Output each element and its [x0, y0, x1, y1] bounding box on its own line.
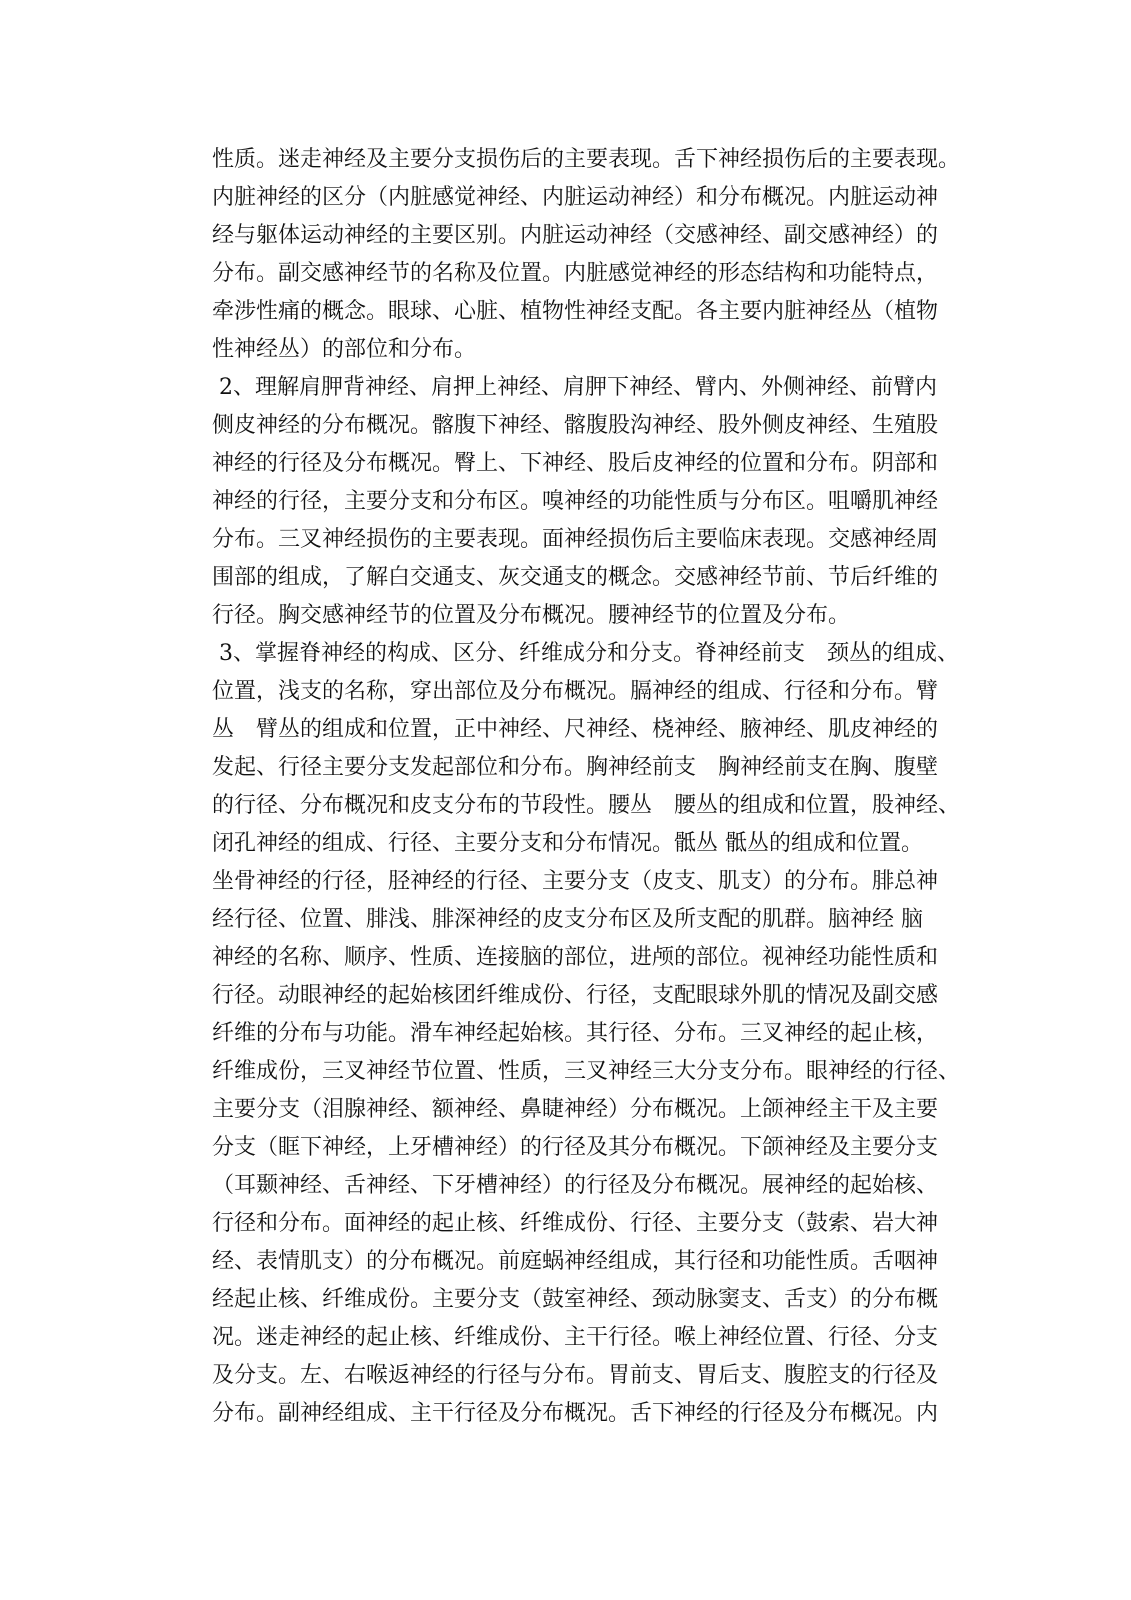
text-line: 丛 臂丛的组成和位置，正中神经、尺神经、桡神经、腋神经、肌皮神经的 [212, 717, 939, 742]
text-line: 发起、行径主要分支发起部位和分布。胸神经前支 胸神经前支在胸、腹壁 [212, 755, 939, 780]
text-line: 内脏神经的区分（内脏感觉神经、内脏运动神经）和分布概况。内脏运动神 [212, 185, 939, 210]
text-line: 纤维的分布与功能。滑车神经起始核。其行径、分布。三叉神经的起止核， [212, 1021, 939, 1046]
text-line: （耳颞神经、舌神经、下牙槽神经）的行径及分布概况。展神经的起始核、 [212, 1173, 939, 1198]
text-line: 经行径、位置、腓浅、腓深神经的皮支分布区及所支配的肌群。脑神经 脑 [212, 907, 923, 932]
text-line: 性质。迷走神经及主要分支损伤后的主要表现。舌下神经损伤后的主要表现。 [212, 147, 961, 172]
text-line: 神经的行径及分布概况。臀上、下神经、股后皮神经的位置和分布。阴部和 [212, 451, 939, 476]
text-line: 神经的行径，主要分支和分布区。嗅神经的功能性质与分布区。咀嚼肌神经 [212, 489, 939, 514]
text-line: 纤维成份，三叉神经节位置、性质，三叉神经三大分支分布。眼神经的行径、 [212, 1059, 961, 1084]
text-line: 经与躯体运动神经的主要区别。内脏运动神经（交感神经、副交感神经）的 [212, 223, 939, 248]
text-line: 位置，浅支的名称，穿出部位及分布概况。膈神经的组成、行径和分布。臂 [212, 679, 939, 704]
text-line: 分布。副交感神经节的名称及位置。内脏感觉神经的形态结构和功能特点， [212, 261, 939, 286]
text-line: 况。迷走神经的起止核、纤维成份、主干行径。喉上神经位置、行径、分支 [212, 1325, 939, 1350]
text-line: 经、表情肌支）的分布概况。前庭蜗神经组成，其行径和功能性质。舌咽神 [212, 1249, 939, 1274]
text-line: 行径。胸交感神经节的位置及分布概况。腰神经节的位置及分布。 [212, 603, 851, 628]
text-line: 经起止核、纤维成份。主要分支（鼓室神经、颈动脉窦支、舌支）的分布概 [212, 1287, 939, 1312]
text-line: 闭孔神经的组成、行径、主要分支和分布情况。骶丛 骶丛的组成和位置。 [212, 831, 923, 856]
text-line: 分支（眶下神经，上牙槽神经）的行径及其分布概况。下颌神经及主要分支 [212, 1135, 939, 1160]
text-line: 围部的组成，了解白交通支、灰交通支的概念。交感神经节前、节后纤维的 [212, 565, 939, 590]
text-line: 分布。副神经组成、主干行径及分布概况。舌下神经的行径及分布概况。内 [212, 1401, 939, 1426]
text-line: 侧皮神经的分布概况。髂腹下神经、髂腹股沟神经、股外侧皮神经、生殖股 [212, 413, 939, 438]
text-line: 神经的名称、顺序、性质、连接脑的部位，进颅的部位。视神经功能性质和 [212, 945, 939, 970]
text-line: 行径。动眼神经的起始核团纤维成份、行径，支配眼球外肌的情况及副交感 [212, 983, 939, 1008]
text-line: 2、理解肩胛背神经、肩押上神经、肩胛下神经、臂内、外侧神经、前臂内 [212, 375, 937, 400]
text-line: 分布。三叉神经损伤的主要表现。面神经损伤后主要临床表现。交感神经周 [212, 527, 939, 552]
text-line: 牵涉性痛的概念。眼球、心脏、植物性神经支配。各主要内脏神经丛（植物 [212, 299, 939, 324]
text-line: 的行径、分布概况和皮支分布的节段性。腰丛 腰丛的组成和位置，股神经、 [212, 793, 961, 818]
body-text [212, 141, 961, 1433]
text-line: 坐骨神经的行径，胫神经的行径、主要分支（皮支、肌支）的分布。腓总神 [212, 869, 939, 894]
text-line: 性神经丛）的部位和分布。 [212, 337, 477, 362]
text-line: 3、掌握脊神经的构成、区分、纤维成分和分支。脊神经前支 颈丛的组成、 [212, 641, 959, 666]
text-line: 主要分支（泪腺神经、额神经、鼻睫神经）分布概况。上颌神经主干及主要 [212, 1097, 939, 1122]
text-line: 行径和分布。面神经的起止核、纤维成份、行径、主要分支（鼓索、岩大神 [212, 1211, 939, 1236]
text-line: 及分支。左、右喉返神经的行径与分布。胃前支、胃后支、腹腔支的行径及 [212, 1363, 939, 1388]
